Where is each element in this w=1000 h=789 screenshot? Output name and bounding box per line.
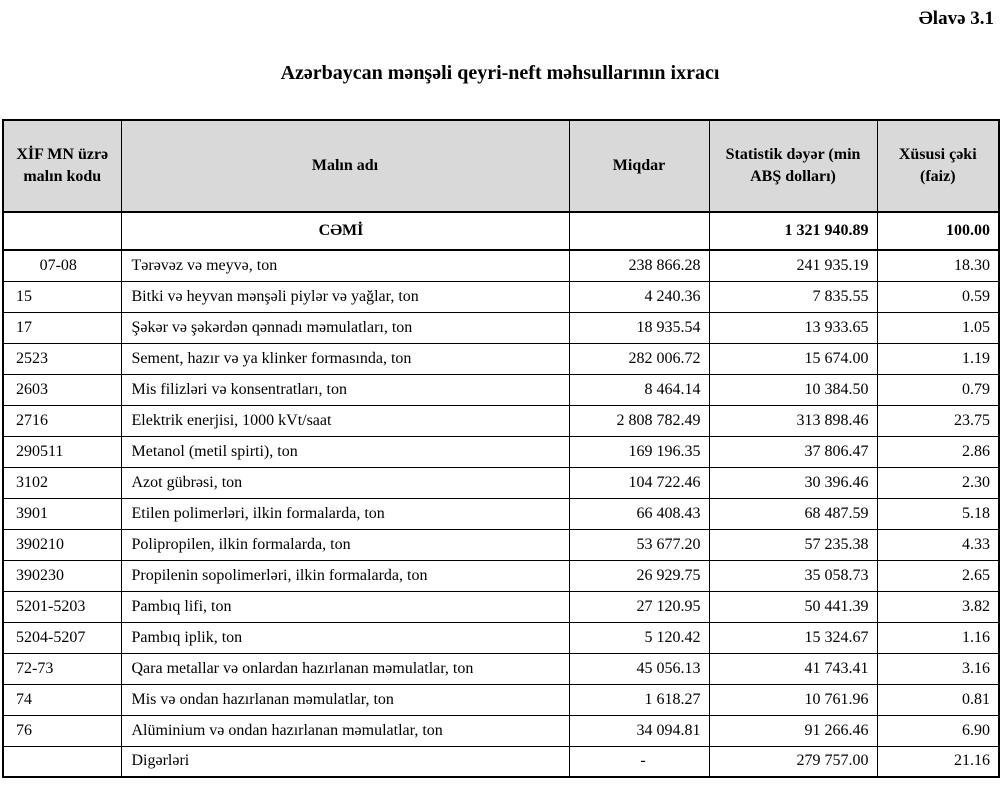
table-row xyxy=(3,436,999,467)
table-row xyxy=(3,560,999,591)
cell-name: Mis və ondan hazırlanan məmulatlar, ton xyxy=(121,684,569,715)
cell-value: 10 384.50 xyxy=(709,374,877,405)
cell-share: 1.16 xyxy=(877,622,999,653)
cell-name: Azot gübrəsi, ton xyxy=(121,467,569,498)
table-row xyxy=(3,467,999,498)
cell-value: 7 835.55 xyxy=(709,281,877,312)
table-row xyxy=(3,684,999,715)
cell-name: Qara metallar və onlardan hazırlanan məmulatlar, ton xyxy=(121,653,569,684)
cell-quantity: 282 006.72 xyxy=(569,343,709,374)
cell-name: Mis filizləri və konsentratları, ton xyxy=(121,374,569,405)
cell-name: CƏMİ xyxy=(121,212,569,250)
cell-code: 74 xyxy=(3,684,121,715)
cell-quantity: - xyxy=(569,746,709,777)
cell-code: 3102 xyxy=(3,467,121,498)
cell-quantity: 34 094.81 xyxy=(569,715,709,746)
cell-code: 3901 xyxy=(3,498,121,529)
table-row xyxy=(3,715,999,746)
column-header-3: Statistik dəyər (min ABŞ dolları) xyxy=(709,120,877,212)
cell-quantity: 18 935.54 xyxy=(569,312,709,343)
cell-quantity: 104 722.46 xyxy=(569,467,709,498)
cell-share: 2.65 xyxy=(877,560,999,591)
cell-name: Pambıq lifi, ton xyxy=(121,591,569,622)
cell-quantity: 1 618.27 xyxy=(569,684,709,715)
cell-quantity: 5 120.42 xyxy=(569,622,709,653)
table-row xyxy=(3,622,999,653)
cell-value: 91 266.46 xyxy=(709,715,877,746)
cell-value: 57 235.38 xyxy=(709,529,877,560)
cell-code: 76 xyxy=(3,715,121,746)
cell-share: 1.05 xyxy=(877,312,999,343)
cell-share: 2.30 xyxy=(877,467,999,498)
cell-quantity: 26 929.75 xyxy=(569,560,709,591)
table-row xyxy=(3,405,999,436)
cell-code: 390210 xyxy=(3,529,121,560)
cell-name: Polipropilen, ilkin formalarda, ton xyxy=(121,529,569,560)
cell-value: 68 487.59 xyxy=(709,498,877,529)
page-title: Azərbaycan mənşəli qeyri-neft məhsullarının ixracı xyxy=(280,62,720,84)
table-row xyxy=(3,746,999,777)
cell-share: 100.00 xyxy=(877,212,999,250)
table-row xyxy=(3,498,999,529)
cell-name: Elektrik enerjisi, 1000 kVt/saat xyxy=(121,405,569,436)
column-header-2: Miqdar xyxy=(569,120,709,212)
cell-name: Tərəvəz və meyvə, ton xyxy=(121,250,569,281)
column-header-0: XİF MN üzrə malın kodu xyxy=(3,120,121,212)
cell-value: 35 058.73 xyxy=(709,560,877,591)
cell-code: 390230 xyxy=(3,560,121,591)
export-table xyxy=(2,119,1000,778)
cell-code: 17 xyxy=(3,312,121,343)
cell-value: 313 898.46 xyxy=(709,405,877,436)
cell-code: 2603 xyxy=(3,374,121,405)
cell-quantity: 2 808 782.49 xyxy=(569,405,709,436)
cell-name: Metanol (metil spirti), ton xyxy=(121,436,569,467)
cell-name: Etilen polimerləri, ilkin formalarda, ton xyxy=(121,498,569,529)
cell-code: 5204-5207 xyxy=(3,622,121,653)
cell-quantity: 169 196.35 xyxy=(569,436,709,467)
cell-value: 15 674.00 xyxy=(709,343,877,374)
cell-quantity: 238 866.28 xyxy=(569,250,709,281)
cell-share: 3.82 xyxy=(877,591,999,622)
cell-share: 0.81 xyxy=(877,684,999,715)
cell-code xyxy=(3,746,121,777)
table-row xyxy=(3,374,999,405)
cell-share: 4.33 xyxy=(877,529,999,560)
cell-share: 21.16 xyxy=(877,746,999,777)
cell-value: 15 324.67 xyxy=(709,622,877,653)
cell-code: 2716 xyxy=(3,405,121,436)
cell-share: 18.30 xyxy=(877,250,999,281)
cell-name: Şəkər və şəkərdən qənnadı məmulatları, ton xyxy=(121,312,569,343)
total-row xyxy=(3,212,999,250)
cell-quantity: 66 408.43 xyxy=(569,498,709,529)
column-header-1: Malın adı xyxy=(121,120,569,212)
cell-code xyxy=(3,212,121,250)
table-row xyxy=(3,281,999,312)
table-row xyxy=(3,529,999,560)
cell-share: 23.75 xyxy=(877,405,999,436)
cell-quantity: 4 240.36 xyxy=(569,281,709,312)
cell-code: 07-08 xyxy=(3,250,121,281)
table-row xyxy=(3,250,999,281)
cell-value: 1 321 940.89 xyxy=(709,212,877,250)
cell-code: 72-73 xyxy=(3,653,121,684)
cell-share: 1.19 xyxy=(877,343,999,374)
table-row xyxy=(3,591,999,622)
cell-name: Pambıq iplik, ton xyxy=(121,622,569,653)
annex-label: Əlavə 3.1 xyxy=(918,8,994,29)
cell-value: 37 806.47 xyxy=(709,436,877,467)
cell-value: 279 757.00 xyxy=(709,746,877,777)
cell-share: 3.16 xyxy=(877,653,999,684)
cell-share: 5.18 xyxy=(877,498,999,529)
cell-quantity: 53 677.20 xyxy=(569,529,709,560)
cell-code: 290511 xyxy=(3,436,121,467)
cell-value: 41 743.41 xyxy=(709,653,877,684)
cell-value: 10 761.96 xyxy=(709,684,877,715)
cell-share: 0.59 xyxy=(877,281,999,312)
cell-name: Bitki və heyvan mənşəli piylər və yağlar, ton xyxy=(121,281,569,312)
cell-quantity: 8 464.14 xyxy=(569,374,709,405)
table-row xyxy=(3,653,999,684)
column-header-4: Xüsusi çəki (faiz) xyxy=(877,120,999,212)
table-header xyxy=(3,120,999,212)
cell-value: 30 396.46 xyxy=(709,467,877,498)
cell-value: 241 935.19 xyxy=(709,250,877,281)
table-header-row xyxy=(3,120,999,212)
cell-code: 5201-5203 xyxy=(3,591,121,622)
cell-code: 15 xyxy=(3,281,121,312)
table-row xyxy=(3,343,999,374)
cell-share: 2.86 xyxy=(877,436,999,467)
cell-quantity xyxy=(569,212,709,250)
table-body xyxy=(3,212,999,777)
cell-name: Alüminium və ondan hazırlanan məmulatlar, ton xyxy=(121,715,569,746)
cell-quantity: 45 056.13 xyxy=(569,653,709,684)
cell-share: 0.79 xyxy=(877,374,999,405)
cell-value: 50 441.39 xyxy=(709,591,877,622)
cell-name: Sement, hazır və ya klinker formasında, ton xyxy=(121,343,569,374)
cell-quantity: 27 120.95 xyxy=(569,591,709,622)
cell-name: Digərləri xyxy=(121,746,569,777)
cell-code: 2523 xyxy=(3,343,121,374)
cell-name: Propilenin sopolimerləri, ilkin formalarda, ton xyxy=(121,560,569,591)
table-row xyxy=(3,312,999,343)
cell-value: 13 933.65 xyxy=(709,312,877,343)
cell-share: 6.90 xyxy=(877,715,999,746)
